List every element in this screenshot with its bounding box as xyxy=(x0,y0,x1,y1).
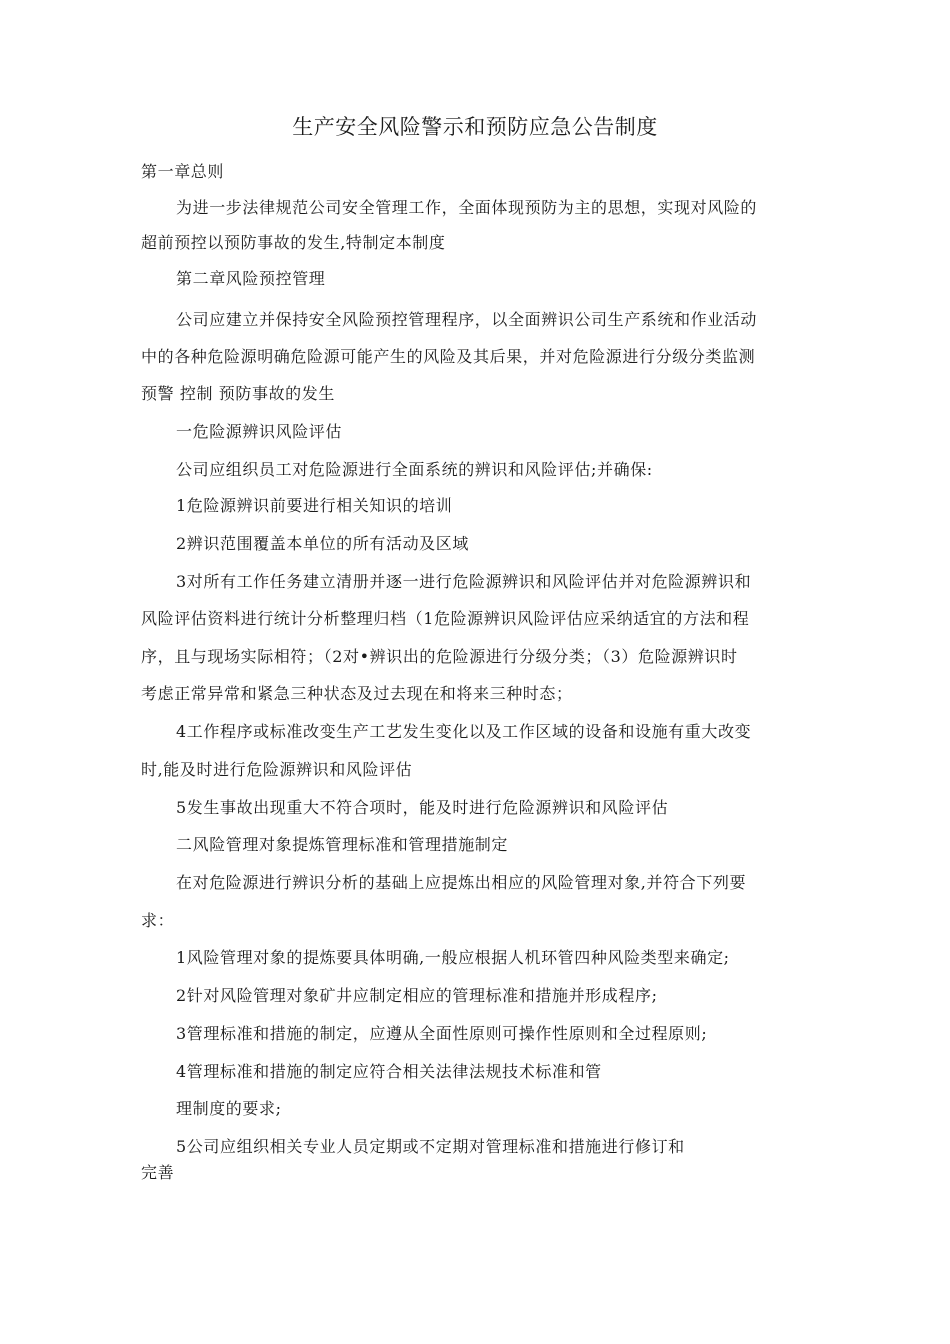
paragraph-line: 公司应建立并保持安全风险预控管理程序，以全面辨识公司生产系统和作业活动 xyxy=(176,310,758,329)
paragraph-line: 公司应组织员工对危险源进行全面系统的辨识和风险评估;并确保: xyxy=(176,460,653,479)
paragraph-line: 为进一步法律规范公司安全管理工作，全面体现预防为主的思想，实现对风险的 xyxy=(176,198,758,217)
paragraph-line: 理制度的要求; xyxy=(176,1099,282,1118)
list-item: 4工作程序或标准改变生产工艺发生变化以及工作区域的设备和设施有重大改变 xyxy=(176,722,752,741)
paragraph-line: 风险评估资料进行统计分析整理归档（1危险源辨识风险评估应采纳适宜的方法和程 xyxy=(141,609,750,628)
document-title: 生产安全风险警示和预防应急公告制度 xyxy=(292,115,658,139)
list-item: 5公司应组织相关专业人员定期或不定期对管理标准和措施进行修订和 xyxy=(176,1137,685,1156)
list-item: 2针对风险管理对象矿井应制定相应的管理标准和措施并形成程序; xyxy=(176,986,658,1005)
list-item: 3对所有工作任务建立清册并逐一进行危险源辨识和风险评估并对危险源辨识和 xyxy=(176,572,752,591)
list-item: 4管理标准和措施的制定应符合相关法律法规技术标准和管 xyxy=(176,1062,602,1081)
paragraph-line: 序，且与现场实际相符；（2对•辨识出的危险源进行分级分类；（3）危险源辨识时 xyxy=(141,647,738,666)
section-heading: 一危险源辨识风险评估 xyxy=(176,422,343,441)
list-item: 2辨识范围覆盖本单位的所有活动及区域 xyxy=(176,534,469,553)
paragraph-line: 在对危险源进行辨识分析的基础上应提炼出相应的风险管理对象,并符合下列要 xyxy=(176,873,747,892)
section-heading: 二风险管理对象提炼管理标准和管理措施制定 xyxy=(176,835,509,854)
paragraph-line: 考虑正常异常和紧急三种状态及过去现在和将来三种时态； xyxy=(141,684,573,703)
list-item: 3管理标准和措施的制定，应遵从全面性原则可操作性原则和全过程原则; xyxy=(176,1024,708,1043)
list-item: 1风险管理对象的提炼要具体明确,一般应根据人机环管四种风险类型来确定; xyxy=(176,948,730,967)
paragraph-line: 求： xyxy=(141,911,175,930)
paragraph-line: 中的各种危险源明确危险源可能产生的风险及其后果，并对危险源进行分级分类监测 xyxy=(141,347,756,366)
chapter-heading: 第一章总则 xyxy=(141,162,225,181)
chapter-heading: 第二章风险预控管理 xyxy=(176,269,326,288)
list-item: 5发生事故出现重大不符合项时，能及时进行危险源辨识和风险评估 xyxy=(176,798,669,817)
list-item: 1危险源辨识前要进行相关知识的培训 xyxy=(176,496,453,515)
paragraph-line: 完善 xyxy=(141,1163,175,1182)
paragraph-line: 预警 控制 预防事故的发生 xyxy=(141,384,335,403)
paragraph-line: 超前预控以预防事故的发生,特制定本制度 xyxy=(141,233,446,252)
paragraph-line: 时,能及时进行危险源辨识和风险评估 xyxy=(141,760,413,779)
